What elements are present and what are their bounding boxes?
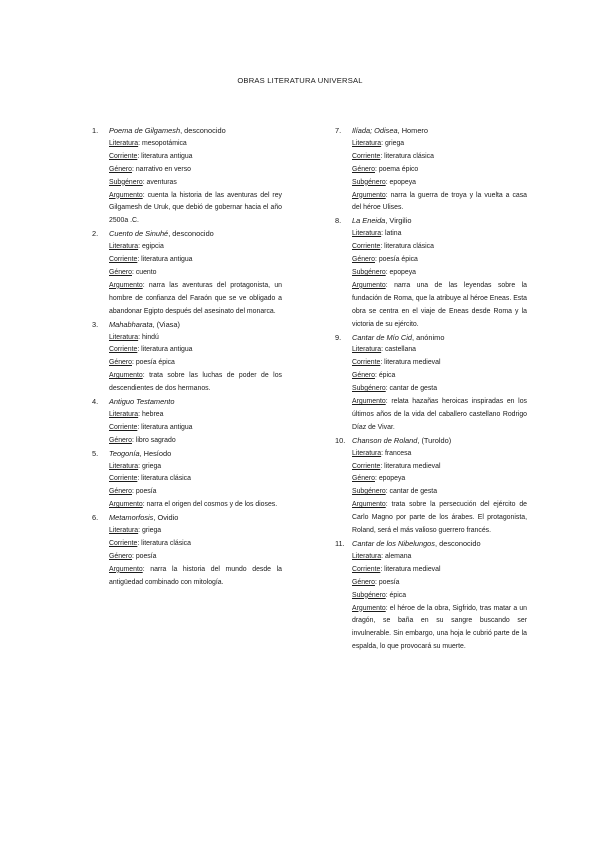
- entry-heading: [109, 319, 282, 332]
- work-title: Poema de Gilgamesh: [109, 126, 181, 135]
- work-author: , Hesíodo: [139, 448, 172, 458]
- field-line: [109, 164, 282, 177]
- field-value: : poesía: [131, 488, 157, 496]
- field-value: : alemana: [381, 552, 412, 560]
- field-line: [109, 551, 282, 564]
- field-label: Género: [109, 165, 132, 173]
- work-title: Mahabharata: [109, 319, 153, 329]
- field-value: : griega: [381, 139, 405, 147]
- field-value: : literatura medieval: [380, 359, 441, 367]
- work-title: Cantar de los Nibelungos: [352, 539, 435, 548]
- entry-heading: [109, 125, 282, 138]
- field-value: : literatura clásica: [380, 243, 434, 251]
- field-label: Género: [352, 578, 375, 586]
- field-value: : castellana: [381, 346, 416, 354]
- argument-text: : narra una de las leyendas sobre la fundación de Roma, que la atribuye al héroe Eneas. Esta obra se centra en el viaje de Eneas desde Roma y la victoria de su ejército.: [352, 281, 527, 328]
- argument-text: : el héroe de la obra, Sigfrido, tras matar a un dragón, se baña en su sangre buscando ser invulnerable. Sin embargo, una hoja le cubrió parte de la espalda, lo que provocará su muerte.: [352, 604, 527, 651]
- field-label: Literatura: [109, 333, 139, 341]
- field-line: [352, 370, 527, 383]
- work-author: , anónimo: [411, 332, 445, 342]
- entry-number: 4.: [92, 397, 99, 407]
- work-author: , Ovidio: [153, 513, 179, 523]
- argument-label: Argumento: [352, 191, 386, 199]
- entry-number: 9.: [335, 332, 342, 342]
- work-author: , desconocido: [435, 539, 481, 548]
- work-title: Teogonía: [109, 448, 140, 458]
- field-line: [352, 254, 527, 267]
- work-author: , (Turoldo): [417, 435, 452, 445]
- field-line: [352, 577, 527, 590]
- argument-paragraph: [109, 280, 282, 319]
- field-label: Corriente: [109, 256, 138, 264]
- field-value: : literatura antigua: [137, 152, 193, 160]
- field-line: [352, 228, 527, 241]
- field-value: : literatura clásica: [380, 152, 434, 160]
- field-value: : griega: [138, 462, 162, 470]
- field-label: Corriente: [352, 243, 381, 251]
- field-value: : epopeya: [374, 475, 406, 483]
- field-line: [109, 357, 282, 370]
- field-line: [352, 344, 527, 357]
- entry-heading: [352, 125, 527, 138]
- work-entry: [92, 319, 282, 396]
- field-label: Subgénero: [352, 178, 386, 186]
- work-entry: [92, 448, 282, 513]
- entry-number: 7.: [335, 126, 342, 135]
- field-line: [109, 241, 282, 254]
- work-title: Metamorfosis: [109, 513, 154, 523]
- field-value: : literatura antigua: [137, 346, 193, 354]
- field-value: : francesa: [381, 449, 412, 457]
- field-value: : poema épico: [374, 165, 419, 173]
- field-line: [352, 151, 527, 164]
- work-title: Cantar de Mío Cid: [352, 332, 412, 342]
- entry-number: 10.: [335, 435, 346, 445]
- argument-paragraph: [109, 190, 282, 229]
- work-title: Ilíada; Odisea: [352, 126, 398, 135]
- field-value: : literatura clásica: [137, 475, 191, 483]
- field-value: : aventuras: [142, 178, 177, 186]
- argument-label: Argumento: [352, 281, 386, 289]
- field-line: [109, 486, 282, 499]
- field-value: : cantar de gesta: [385, 385, 438, 393]
- argument-paragraph: [109, 499, 282, 512]
- entry-number: 2.: [92, 229, 99, 239]
- field-line: [352, 177, 527, 190]
- entry-number: 11.: [335, 539, 345, 548]
- argument-label: Argumento: [352, 501, 386, 509]
- field-value: : literatura medieval: [380, 565, 441, 573]
- work-entry: [92, 512, 282, 589]
- field-value: : literatura antigua: [137, 423, 193, 431]
- work-title: Chanson de Roland: [352, 435, 418, 445]
- argument-text: : cuenta la historia de las aventuras del rey Gilgamesh de Uruk, que debió de gobernar hacia el año 2500a .C.: [109, 191, 282, 225]
- field-label: Literatura: [352, 139, 382, 147]
- field-label: Corriente: [109, 423, 138, 431]
- field-line: [109, 138, 282, 151]
- field-value: : épica: [385, 591, 407, 599]
- field-value: : egipcia: [138, 243, 164, 251]
- field-label: Literatura: [109, 243, 139, 251]
- field-label: Género: [109, 436, 132, 444]
- field-line: [352, 448, 527, 461]
- document-title: OBRAS LITERATURA UNIVERSAL: [237, 76, 363, 85]
- entry-heading: [352, 332, 527, 345]
- field-line: [109, 177, 282, 190]
- field-value: : poesía: [374, 578, 400, 586]
- entry-number: 3.: [92, 319, 99, 329]
- field-label: Corriente: [352, 152, 381, 160]
- work-title: Antiguo Testamento: [109, 397, 175, 407]
- work-entry: [335, 215, 527, 331]
- field-label: Género: [352, 475, 375, 483]
- field-value: : poesía: [131, 552, 157, 560]
- entry-number: 6.: [92, 513, 99, 523]
- field-label: Corriente: [109, 152, 138, 160]
- entry-heading: [352, 538, 527, 551]
- field-value: : epopeya: [385, 178, 416, 186]
- argument-paragraph: [352, 499, 527, 538]
- work-entry: [92, 396, 282, 448]
- field-line: [109, 422, 282, 435]
- argument-label: Argumento: [109, 191, 143, 199]
- field-value: : hebrea: [138, 410, 164, 418]
- entry-heading: [109, 396, 282, 409]
- field-line: [352, 383, 527, 396]
- field-label: Literatura: [109, 139, 139, 147]
- field-label: Género: [352, 372, 375, 380]
- work-author: , (Viasa): [152, 319, 180, 329]
- field-line: [352, 461, 527, 474]
- field-label: Literatura: [352, 230, 382, 238]
- work-entry: [335, 125, 527, 215]
- entry-heading: [352, 215, 527, 228]
- field-line: [352, 590, 527, 603]
- field-value: : epopeya: [385, 268, 416, 276]
- entry-number: 5.: [92, 448, 99, 458]
- field-label: Subgénero: [109, 178, 143, 186]
- field-value: : hindú: [138, 333, 159, 341]
- field-label: Literatura: [109, 462, 139, 470]
- field-line: [352, 241, 527, 254]
- work-title: La Eneida: [352, 216, 386, 226]
- field-line: [352, 138, 527, 151]
- field-value: : épica: [374, 372, 396, 380]
- field-value: : poesía épica: [374, 256, 418, 264]
- argument-paragraph: [109, 370, 282, 396]
- field-label: Literatura: [109, 410, 139, 418]
- argument-label: Argumento: [109, 281, 143, 289]
- argument-paragraph: [352, 190, 527, 216]
- field-line: [109, 254, 282, 267]
- field-value: : libro sagrado: [131, 436, 176, 444]
- work-entry: [335, 538, 527, 654]
- field-label: Género: [352, 165, 375, 173]
- field-value: : poesía épica: [131, 359, 175, 367]
- field-label: Corriente: [109, 475, 138, 483]
- argument-text: : trata sobre la persecución del ejército de Carlo Magno por parte de los árabes. El protagonista, Roland, será el más valioso guerrero francés.: [352, 501, 527, 535]
- field-value: : latina: [381, 230, 402, 238]
- field-label: Literatura: [352, 449, 382, 457]
- field-line: [109, 409, 282, 422]
- field-value: : mesopotámica: [138, 139, 187, 147]
- work-title: Cuento de Sinuhé: [109, 229, 169, 239]
- field-value: : literatura clásica: [137, 540, 191, 547]
- argument-label: Argumento: [109, 372, 143, 380]
- field-label: Corriente: [352, 359, 381, 367]
- argument-label: Argumento: [109, 565, 143, 573]
- left-column: [92, 125, 282, 590]
- work-author: , Homero: [397, 126, 429, 135]
- field-line: [352, 564, 527, 577]
- field-value: : griega: [138, 527, 162, 535]
- field-value: : literatura medieval: [380, 462, 441, 470]
- argument-text: : narra la historia del mundo desde la antigüedad combinado con mitología.: [109, 565, 282, 586]
- argument-text: : narra las aventuras del protagonista, un hombre de confianza del Faraón que se ve obligado a abandonar Egipto después del asesinato del monarca.: [109, 281, 282, 315]
- entry-heading: [109, 448, 282, 461]
- field-label: Literatura: [352, 346, 382, 354]
- field-line: [109, 332, 282, 345]
- field-line: [352, 551, 527, 564]
- field-label: Subgénero: [352, 385, 386, 393]
- field-label: Género: [109, 488, 132, 496]
- field-label: Corriente: [352, 462, 381, 470]
- argument-paragraph: [352, 396, 527, 435]
- field-line: [109, 538, 282, 551]
- field-label: Literatura: [109, 527, 139, 535]
- field-value: : literatura antigua: [137, 256, 193, 264]
- field-label: Género: [352, 256, 375, 264]
- field-line: [109, 473, 282, 486]
- field-label: Subgénero: [352, 591, 386, 599]
- field-label: Género: [109, 552, 132, 560]
- entry-number: 8.: [335, 216, 342, 226]
- field-label: Corriente: [109, 346, 138, 354]
- work-entry: [92, 228, 282, 318]
- argument-text: : narra la guerra de troya y la vuelta a casa del héroe Ulises.: [352, 191, 527, 212]
- field-line: [352, 473, 527, 486]
- work-author: , desconocido: [168, 229, 214, 239]
- work-author: , Virgilio: [385, 216, 412, 226]
- field-line: [109, 525, 282, 538]
- entry-heading: [109, 228, 282, 241]
- field-value: : cuento: [131, 268, 157, 276]
- field-label: Corriente: [109, 540, 138, 547]
- entry-number: 1.: [92, 126, 99, 135]
- field-label: Género: [109, 268, 132, 276]
- field-label: Literatura: [352, 552, 382, 560]
- field-label: Género: [109, 359, 132, 367]
- field-line: [352, 267, 527, 280]
- entry-heading: [109, 512, 282, 525]
- field-line: [352, 486, 527, 499]
- field-value: : cantar de gesta: [385, 488, 438, 496]
- field-line: [109, 267, 282, 280]
- field-label: Subgénero: [352, 488, 386, 496]
- argument-paragraph: [352, 280, 527, 332]
- argument-label: Argumento: [109, 501, 143, 509]
- argument-text: : narra el origen del cosmos y de los dioses.: [142, 501, 278, 509]
- work-entry: [335, 435, 527, 538]
- field-line: [109, 151, 282, 164]
- argument-paragraph: [109, 564, 282, 590]
- argument-label: Argumento: [352, 398, 386, 406]
- work-entry: [335, 332, 527, 435]
- work-entry: [92, 125, 282, 228]
- field-label: Corriente: [352, 565, 381, 573]
- field-line: [352, 164, 527, 177]
- right-column: [335, 125, 527, 654]
- argument-paragraph: [352, 603, 527, 655]
- field-value: : narrativo en verso: [131, 165, 191, 173]
- field-line: [109, 344, 282, 357]
- argument-label: Argumento: [352, 604, 386, 612]
- work-author: , desconocido: [180, 126, 226, 135]
- argument-text: : relata hazañas heroicas inspiradas en los últimos años de la vida del caballero castellano Rodrigo Díaz de Vivar.: [352, 398, 527, 431]
- entry-heading: [352, 435, 527, 448]
- field-label: Subgénero: [352, 268, 386, 276]
- argument-text: : trata sobre las luchas de poder de los descendientes de dos hermanos.: [109, 372, 282, 393]
- field-line: [109, 461, 282, 474]
- field-line: [352, 357, 527, 370]
- field-line: [109, 435, 282, 448]
